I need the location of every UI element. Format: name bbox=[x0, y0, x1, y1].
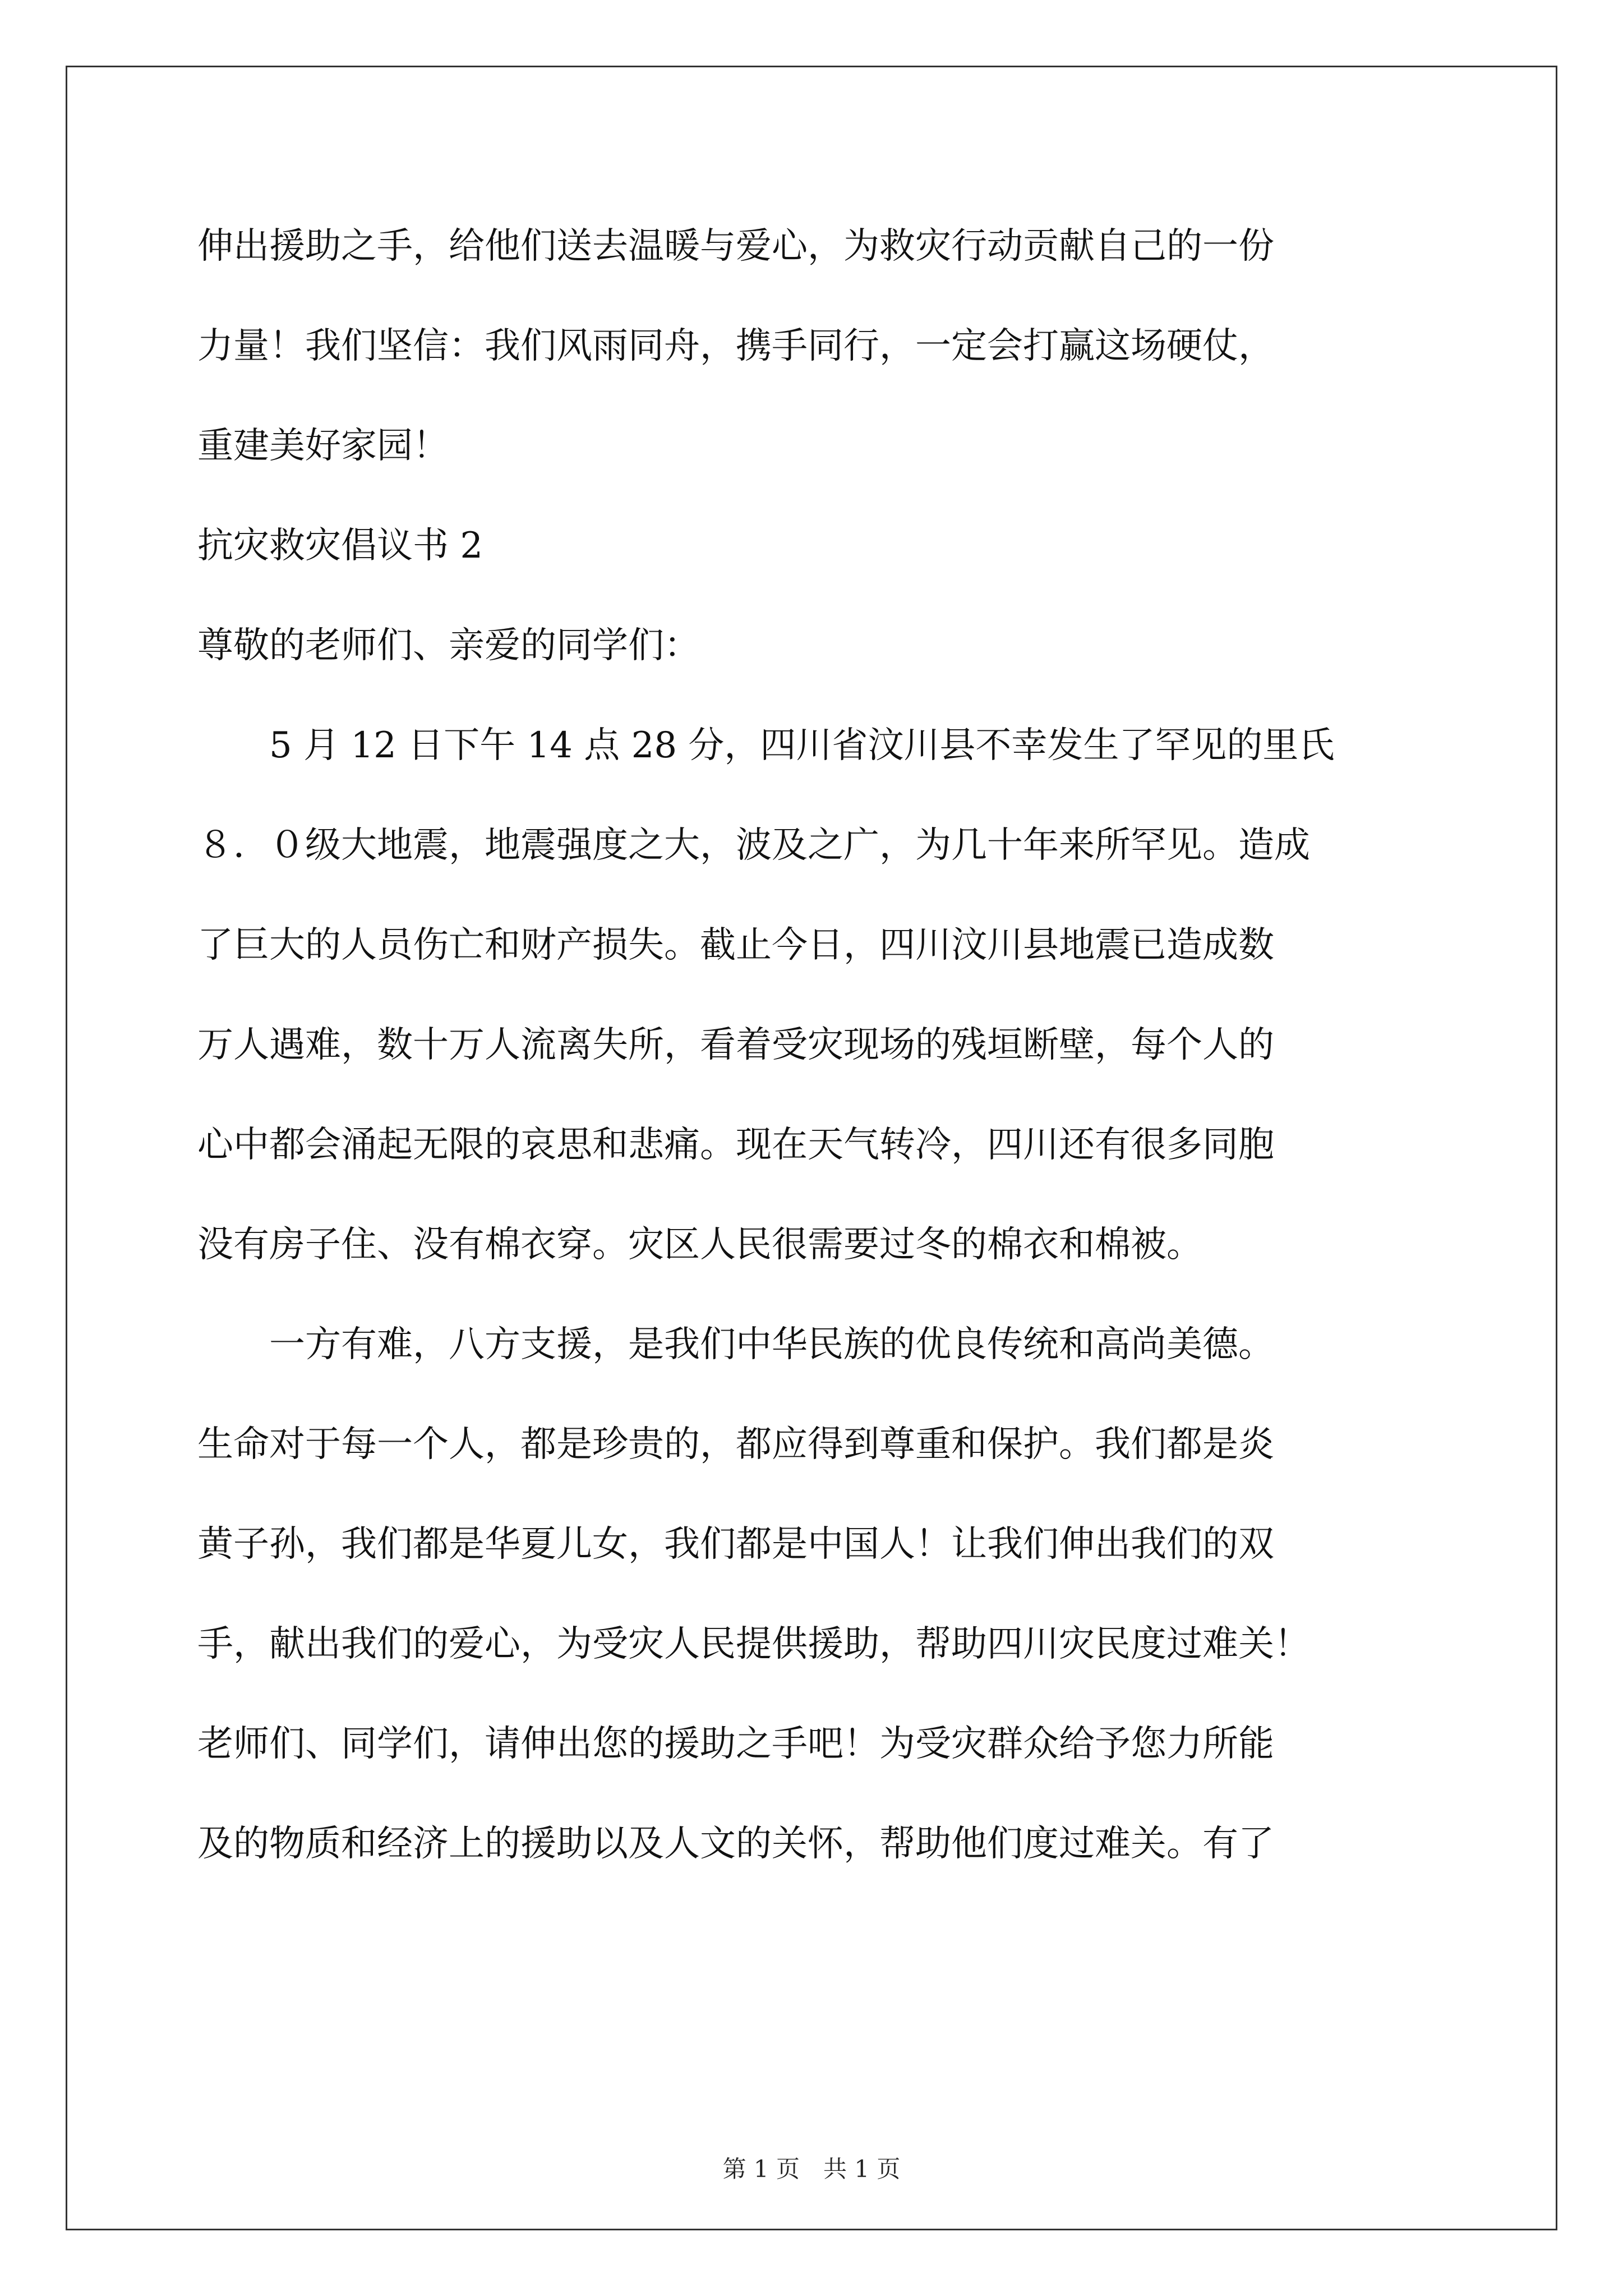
paragraph-start-line: 5 月 12 日下午 14 点 28 分，四川省汶川县不幸发生了罕见的里氏 bbox=[269, 725, 1335, 766]
body-line: 手，献出我们的爱心，为受灾人民提供援助，帮助四川灾民度过难关！ bbox=[197, 1623, 1310, 1665]
salutation: 尊敬的老师们、亲爱的同学们： bbox=[197, 625, 700, 666]
body-line: 伸出援助之手，给他们送去温暖与爱心，为救灾行动贡献自己的一份 bbox=[197, 226, 1274, 267]
paragraph-start-line: 一方有难，八方支援，是我们中华民族的优良传统和高尚美德。 bbox=[269, 1324, 1274, 1365]
body-line: 及的物质和经济上的援助以及人文的关怀，帮助他们度过难关。有了 bbox=[197, 1823, 1274, 1865]
body-line: 力量！我们坚信：我们风雨同舟，携手同行，一定会打赢这场硬仗， bbox=[197, 325, 1274, 367]
body-line: 老师们、同学们，请伸出您的援助之手吧！为受灾群众给予您力所能 bbox=[197, 1723, 1274, 1765]
body-line: 没有房子住、没有棉衣穿。灾区人民很需要过冬的棉衣和棉被。 bbox=[197, 1224, 1202, 1266]
document-body bbox=[197, 0, 1431, 2076]
body-line: 了巨大的人员伤亡和财产损失。截止今日，四川汶川县地震已造成数 bbox=[197, 924, 1274, 966]
body-line: ８．０级大地震，地震强度之大，波及之广，为几十年来所罕见。造成 bbox=[197, 825, 1310, 866]
body-line: 心中都会涌起无限的哀思和悲痛。现在天气转冷，四川还有很多同胞 bbox=[197, 1124, 1274, 1166]
page-footer: 第 1 页 共 1 页 bbox=[722, 2155, 901, 2183]
body-line: 生命对于每一个人，都是珍贵的，都应得到尊重和保护。我们都是炎 bbox=[197, 1424, 1274, 1465]
body-line: 黄子孙，我们都是华夏儿女，我们都是中国人！让我们伸出我们的双 bbox=[197, 1524, 1274, 1565]
body-line: 万人遇难，数十万人流离失所，看着受灾现场的残垣断壁，每个人的 bbox=[197, 1024, 1274, 1066]
body-line: 重建美好家园！ bbox=[197, 425, 449, 467]
section-title: 抗灾救灾倡议书 2 bbox=[197, 525, 483, 567]
